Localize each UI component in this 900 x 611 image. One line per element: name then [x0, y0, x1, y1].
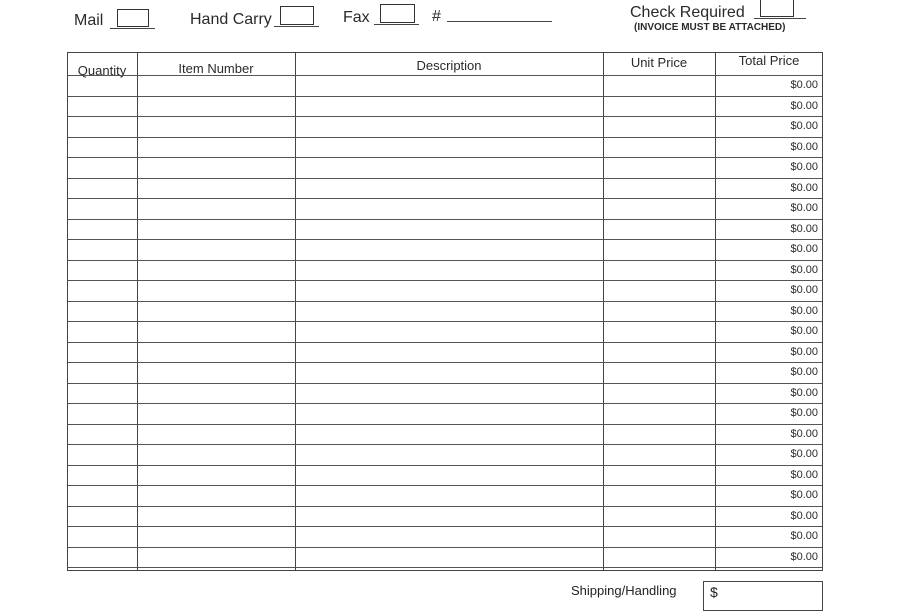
invoice-note: (INVOICE MUST BE ATTACHED): [634, 22, 786, 33]
row-divider: [68, 485, 822, 486]
column-divider: [603, 53, 604, 570]
row-divider: [68, 465, 822, 466]
total-price-cell: $0.00: [790, 489, 818, 501]
row-divider: [68, 219, 822, 220]
column-divider: [295, 53, 296, 570]
row-divider: [68, 403, 822, 404]
total-price-cell: $0.00: [790, 468, 818, 481]
row-divider: [68, 383, 822, 384]
total-price-cell: $0.00: [790, 263, 818, 276]
total-price-cell: $0.00: [790, 202, 818, 214]
hand-carry-label: Hand Carry: [190, 11, 272, 28]
total-price-cell: $0.00: [790, 509, 818, 522]
row-divider: [68, 342, 822, 343]
row-divider: [68, 96, 822, 97]
row-divider: [68, 157, 822, 158]
total-price-cell: $0.00: [790, 222, 818, 235]
row-divider: [68, 137, 822, 138]
row-divider: [68, 424, 822, 425]
row-divider: [68, 260, 822, 261]
fax-underline: [374, 24, 419, 25]
column-header-total-price: Total Price: [738, 53, 800, 68]
row-divider: [68, 280, 822, 281]
total-price-cell: $0.00: [790, 161, 818, 173]
column-header-quantity: Quantity: [77, 63, 127, 78]
total-price-cell: $0.00: [790, 99, 818, 112]
total-price-cell: $0.00: [790, 407, 818, 419]
row-divider: [68, 444, 822, 445]
row-divider: [68, 321, 822, 322]
total-price-cell: $0.00: [790, 366, 818, 378]
header-row-divider: [68, 75, 822, 76]
shipping-currency-symbol: $: [710, 584, 718, 600]
mail-underline: [110, 28, 155, 29]
hand-carry-checkbox[interactable]: [280, 6, 314, 25]
mail-checkbox[interactable]: [117, 9, 149, 27]
column-header-description: Description: [416, 58, 482, 73]
fax-checkbox[interactable]: [380, 4, 415, 23]
row-divider: [68, 116, 822, 117]
total-price-cell: $0.00: [790, 304, 818, 317]
total-price-cell: $0.00: [790, 284, 818, 296]
row-divider: [68, 301, 822, 302]
total-price-cell: $0.00: [790, 448, 818, 460]
total-price-cell: $0.00: [790, 427, 818, 440]
check-required-checkbox[interactable]: [760, 0, 794, 17]
row-divider: [68, 567, 822, 568]
total-price-cell: $0.00: [790, 79, 818, 91]
fax-label: Fax: [343, 9, 370, 26]
row-divider: [68, 526, 822, 527]
row-divider: [68, 506, 822, 507]
column-header-item-number: Item Number: [178, 61, 254, 76]
row-divider: [68, 198, 822, 199]
total-price-cell: $0.00: [790, 325, 818, 337]
column-header-unit-price: Unit Price: [630, 55, 688, 70]
shipping-handling-field[interactable]: [703, 581, 823, 611]
total-price-cell: $0.00: [790, 550, 818, 563]
hand-carry-underline: [274, 26, 319, 27]
mail-label: Mail: [74, 12, 104, 29]
column-divider: [715, 53, 716, 570]
total-price-cell: $0.00: [790, 386, 818, 399]
total-price-cell: $0.00: [790, 181, 818, 194]
total-price-cell: $0.00: [790, 345, 818, 358]
total-price-cell: $0.00: [790, 530, 818, 542]
total-price-cell: $0.00: [790, 243, 818, 255]
total-price-cell: $0.00: [790, 140, 818, 153]
check-required-label: Check Required: [630, 4, 745, 21]
row-divider: [68, 362, 822, 363]
fax-number-field[interactable]: [447, 21, 552, 22]
fax-number-label: #: [432, 8, 441, 25]
order-items-table: [67, 52, 823, 571]
row-divider: [68, 178, 822, 179]
row-divider: [68, 239, 822, 240]
row-divider: [68, 547, 822, 548]
total-price-cell: $0.00: [790, 120, 818, 132]
shipping-handling-label: Shipping/Handling: [571, 583, 677, 598]
column-divider: [137, 53, 138, 570]
check-required-underline: [754, 18, 806, 19]
